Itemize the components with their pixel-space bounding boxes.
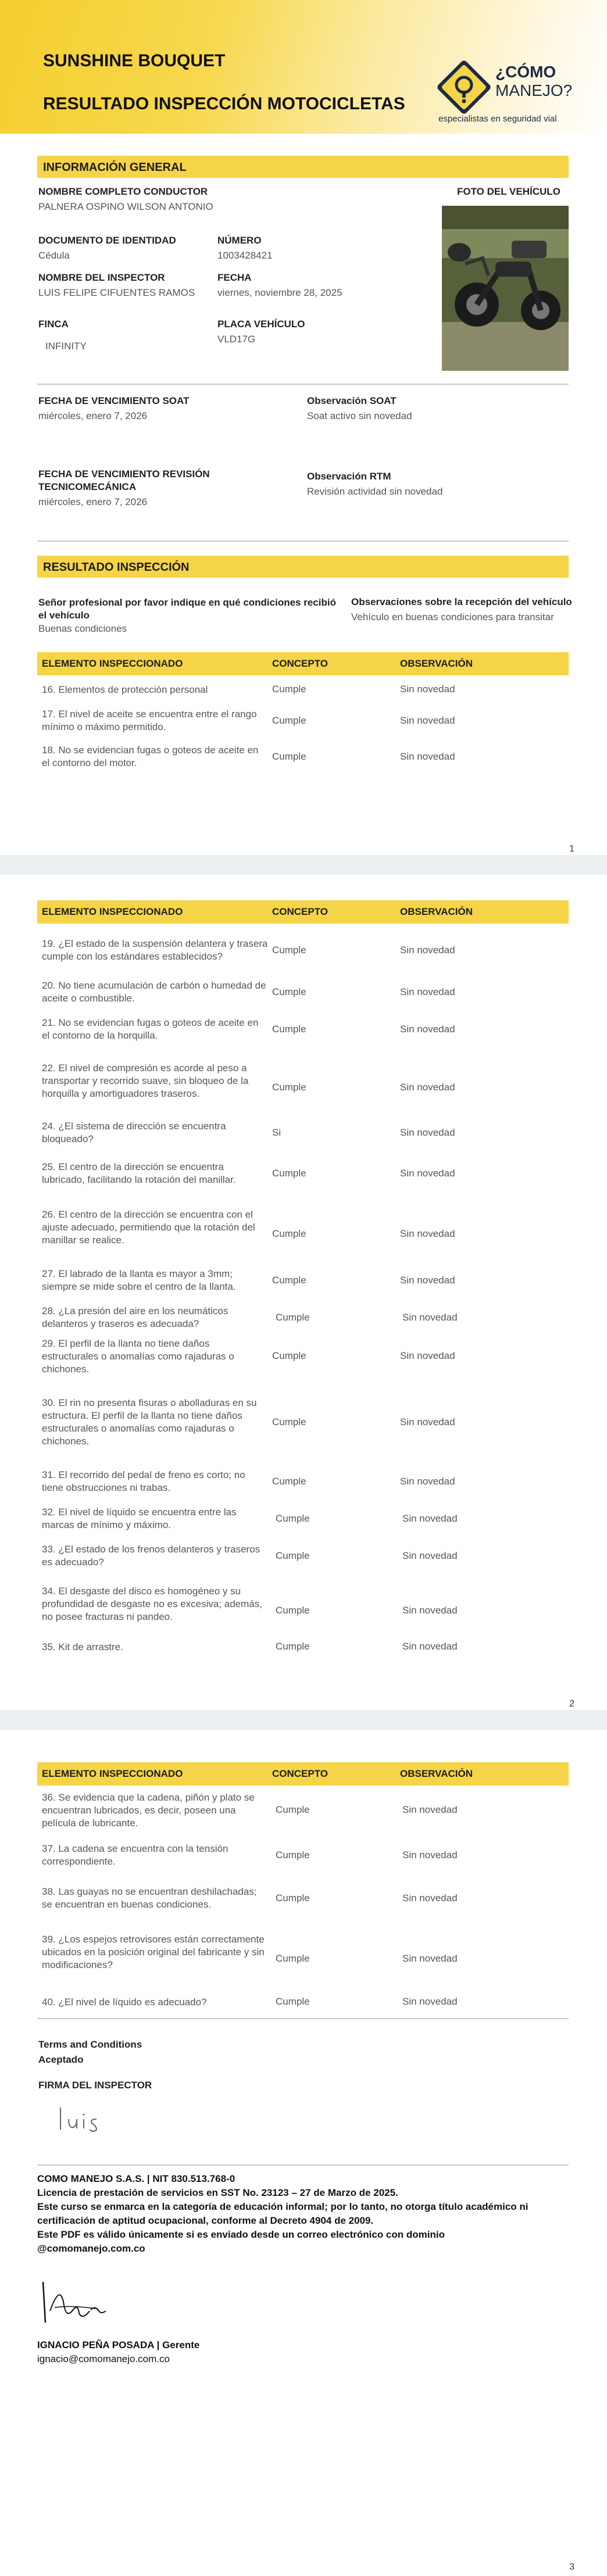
soat-observation-label: Observación SOAT [307,395,397,406]
vehicle-photo [442,206,569,371]
row-item: 32. El nivel de líquido se encuentra entre las marcas de mínimo y máximo. [42,1507,237,1530]
driver-label: NOMBRE COMPLETO CONDUCTOR [38,186,208,197]
row-observation: Sin novedad [400,1127,455,1138]
divider [37,384,569,385]
row-concept: Cumple [276,1804,310,1815]
row-observation: Sin novedad [400,1350,455,1361]
rtm-value: miércoles, enero 7, 2026 [38,496,148,507]
farm-label: FINCA [38,319,69,330]
soat-observation-value: Soat activo sin novedad [307,410,412,421]
como-manejo-logo [436,59,587,128]
row-item: 22. El nivel de compresión es acorde al peso a transportar y recorrido suave, sin bloqueo de la horquilla y amortiguadores traseros. [42,1062,249,1099]
row-item: 16. Elementos de protección personal [42,684,208,695]
page-1 [0,0,607,855]
table-header [37,652,569,675]
row-concept: Cumple [276,1892,310,1904]
notice-line-2: certificación de aptitud ocupacional, conforme al Decreto 4904 de 2009. [37,2215,374,2226]
page-separator [0,1710,607,1730]
inspector-signature-label: FIRMA DEL INSPECTOR [38,2080,152,2091]
row-concept: Cumple [272,751,306,762]
table-header [37,900,569,924]
row-concept: Cumple [276,1513,310,1524]
soat-value: miércoles, enero 7, 2026 [38,410,148,421]
row-observation: Sin novedad [400,1275,455,1286]
farm-value: INFINITY [45,341,87,352]
col-item-header: ELEMENTO INSPECCIONADO [42,1768,183,1779]
logo-text-2: MANEJO? [495,81,573,99]
row-item: 35. Kit de arrastre. [42,1641,123,1652]
row-item: 25. El centro de la dirección se encuentra lubricado, facilitando la rotación del manillar. [42,1161,236,1185]
section-title: INFORMACIÓN GENERAL [43,161,187,174]
document-title: RESULTADO INSPECCIÓN MOTOCICLETAS [43,94,405,113]
reception-observation-label: Observaciones sobre la recepción del vehículo [351,596,572,607]
terms-value: Aceptado [38,2054,84,2065]
logo-text-1: ¿CÓMO [495,63,556,81]
row-concept: Cumple [272,944,306,956]
page-3 [0,1730,607,2576]
row-item: 30. El rin no presenta fisuras o abolladuras en su estructura. El perfil de la llanta no tiene daños estructurales o anomalías como rajaduras o chichones. [42,1397,257,1447]
reception-question-value: Buenas condiciones [38,623,127,634]
col-observation-header: OBSERVACIÓN [400,1768,473,1779]
row-observation: Sin novedad [400,1024,455,1035]
inspector-value: LUIS FELIPE CIFUENTES RAMOS [38,287,195,298]
plate-label: PLACA VEHÍCULO [217,319,305,330]
logo-tagline: especialistas en seguridad vial [438,114,557,124]
row-item: 38. Las guayas no se encuentran deshilachadas; se encuentran en buenas condiciones. [42,1886,257,1910]
manager-name: IGNACIO PEÑA POSADA | Gerente [37,2339,200,2350]
header-banner [0,0,607,134]
row-concept: Cumple [272,1082,306,1093]
row-concept: Cumple [276,1641,310,1652]
section-general-info [37,156,569,178]
row-item: 26. El centro de la dirección se encuentra con el ajuste adecuado, permitiendo que la rotación del manillar se realice. [42,1209,255,1246]
col-item-header: ELEMENTO INSPECCIONADO [42,906,183,917]
row-observation: Sin novedad [400,1168,455,1179]
col-concept-header: CONCEPTO [272,658,329,669]
row-concept: Cumple [276,1550,310,1561]
row-item: 18. No se evidencian fugas o goteos de aceite en el contorno del motor. [42,745,259,768]
col-observation-header: OBSERVACIÓN [400,658,473,669]
row-concept: Cumple [272,1416,306,1427]
row-observation: Sin novedad [400,751,455,762]
row-concept: Cumple [276,1953,310,1964]
date-value: viernes, noviembre 28, 2025 [217,287,342,298]
row-concept: Cumple [272,1168,306,1179]
row-item: 31. El recorrido del pedal de freno es corto; no tiene obstrucciones ni trabas. [42,1469,245,1493]
page-2 [0,875,607,1710]
row-item: 36. Se evidencia que la cadena, piñón y plato se encuentran lubricados, es decir, poseen una película de lubricante. [42,1792,255,1829]
row-observation: Sin novedad [402,1312,458,1323]
document-value: Cédula [38,250,70,261]
row-concept: Cumple [272,684,306,695]
notice-line-1: Este curso se enmarca en la categoría de educación informal; por lo tanto, no otorga título académico ni [37,2201,529,2212]
row-item: 37. La cadena se encuentra con la tensión correspondiente. [42,1843,228,1867]
rtm-label-line-1: FECHA DE VENCIMIENTO REVISIÓN [38,468,210,480]
notice-line-3: Este PDF es válido únicamente si es enviado desde un correo electrónico con dominio [37,2229,445,2240]
inspector-label: NOMBRE DEL INSPECTOR [38,272,165,283]
row-observation: Sin novedad [402,1849,458,1861]
terms-label: Terms and Conditions [38,2039,142,2050]
row-observation: Sin novedad [402,1513,458,1524]
row-observation: Sin novedad [400,1228,455,1239]
row-observation: Sin novedad [402,1804,458,1815]
rtm-observation-value: Revisión actividad sin novedad [307,486,443,497]
number-label: NÚMERO [217,235,262,246]
row-concept: Cumple [272,1275,306,1286]
row-concept: Cumple [272,1228,306,1239]
row-concept: Cumple [272,1476,306,1487]
plate-value: VLD17G [217,334,256,345]
row-item: 20. No tiene acumulación de carbón o humedad de aceite o combustible. [42,980,266,1004]
row-item: 29. El perfil de la llanta no tiene daños estructurales o anomalías como rajaduras o chichones. [42,1338,234,1375]
row-item: 40. ¿El nivel de líquido es adecuado? [42,1997,207,2008]
soat-label: FECHA DE VENCIMIENTO SOAT [38,395,190,406]
divider [37,2018,569,2019]
row-concept: Cumple [276,1849,310,1861]
col-concept-header: CONCEPTO [272,906,329,917]
company-brand: SUNSHINE BOUQUET [43,51,226,70]
divider [37,2164,569,2166]
col-concept-header: CONCEPTO [272,1768,329,1779]
page-number: 3 [569,2562,574,2572]
col-observation-header: OBSERVACIÓN [400,906,473,917]
row-item: 28. ¿La presión del aire en los neumáticos delanteros y traseros es adecuada? [42,1305,228,1329]
row-item: 21. No se evidencian fugas o goteos de aceite en el contorno de la horquilla. [42,1017,259,1041]
row-item: 39. ¿Los espejos retrovisores están correctamente ubicados en la posición original del fabricante y sin modificaciones? [42,1934,265,1970]
row-observation: Sin novedad [400,1082,455,1093]
reception-question-label: Señor profesional por favor indique en qué condiciones recibió el vehículo [38,597,336,621]
row-concept: Cumple [272,1350,306,1361]
row-item: 34. El desgaste del disco es homogéneo y su profundidad de desgaste no es excesiva; además, no posee fracturas ni pandeo. [42,1586,262,1622]
row-observation: Sin novedad [400,944,455,956]
section-inspection-result [37,556,569,578]
number-value: 1003428421 [217,250,273,261]
date-label: FECHA [217,272,252,283]
row-concept: Si [272,1127,281,1138]
row-observation: Sin novedad [402,1550,458,1561]
inspector-signature [56,2102,126,2137]
rtm-observation-label: Observación RTM [307,471,391,482]
manager-email: ignacio@comomanejo.com.co [37,2353,170,2364]
section-title: RESULTADO INSPECCIÓN [43,561,190,574]
row-observation: Sin novedad [400,1476,455,1487]
page-number: 2 [569,1699,574,1709]
row-concept: Cumple [272,1024,306,1035]
row-observation: Sin novedad [400,684,455,695]
row-item: 17. El nivel de aceite se encuentra entre el rango mínimo o máximo permitido. [42,709,257,732]
driver-value: PALNERA OSPINO WILSON ANTONIO [38,201,213,212]
rtm-label-line-2: TECNICOMECÁNICA [38,481,137,492]
row-concept: Cumple [276,1996,310,2007]
notice-line-4: @comomanejo.com.co [37,2243,145,2254]
row-concept: Cumple [276,1312,310,1323]
license-info: Licencia de prestación de servicios en SST No. 23123 – 27 de Marzo de 2025. [37,2187,398,2198]
row-item: 33. ¿El estado de los frenos delanteros y traseros es adecuado? [42,1544,260,1568]
row-observation: Sin novedad [402,1953,458,1964]
row-item: 19. ¿El estado de la suspensión delantera y trasera cumple con los estándares establecidos? [42,938,268,962]
company-info: COMO MANEJO S.A.S. | NIT 830.513.768-0 [37,2173,235,2184]
divider [37,541,569,542]
row-observation: Sin novedad [400,986,455,997]
row-concept: Cumple [272,986,306,997]
row-observation: Sin novedad [402,1892,458,1904]
row-observation: Sin novedad [400,1416,455,1427]
row-observation: Sin novedad [402,1641,458,1652]
page-separator [0,855,607,875]
row-observation: Sin novedad [402,1605,458,1616]
page-number: 1 [569,844,574,854]
document-label: DOCUMENTO DE IDENTIDAD [38,235,176,246]
col-item-header: ELEMENTO INSPECCIONADO [42,658,183,669]
row-concept: Cumple [276,1605,310,1616]
row-observation: Sin novedad [400,715,455,726]
photo-label: FOTO DEL VEHÍCULO [457,186,560,197]
warning-sign-icon [436,59,492,115]
table-header [37,1762,569,1786]
row-item: 27. El labrado de la llanta es mayor a 3mm; siempre se mide sobre el centro de la llanta. [42,1268,236,1292]
manager-signature [37,2270,119,2328]
reception-observation-value: Vehículo en buenas condiciones para transitar [351,611,554,622]
row-observation: Sin novedad [402,1996,458,2007]
row-item: 24. ¿El sistema de dirección se encuentra bloqueado? [42,1121,226,1144]
row-concept: Cumple [272,715,306,726]
